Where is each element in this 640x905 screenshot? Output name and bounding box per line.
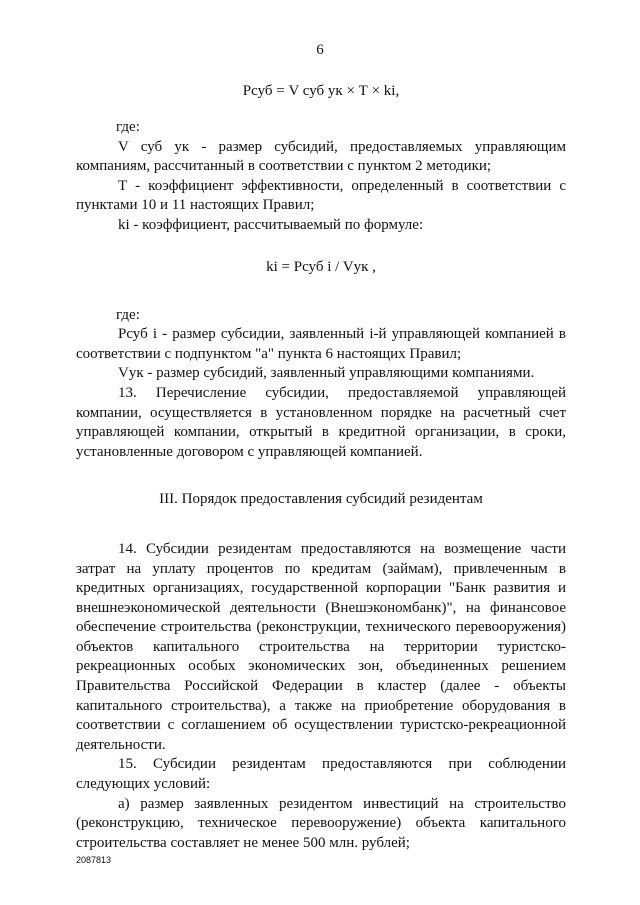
formula-psub: Рсуб = V суб ук × Т × ki,: [242, 83, 400, 99]
where-label: где:: [116, 119, 140, 135]
paragraph-13: 13. Перечисление субсидии, предоставляемой управляющей компании, осуществляется в установленном порядке на расчетный счет управляющей компании, открытый в кредитной организации, в сроки, установленные договором с управляющей компанией.: [76, 384, 566, 460]
document-body: [76, 80, 566, 853]
definition-ki: ki - коэффициент, рассчитываемый по формуле:: [118, 216, 424, 233]
paragraph-15a: а) размер заявленных резидентом инвестиций на строительство (реконструкцию, техническое перевооружение) объекта капитального строительства составляет не менее 500 млн. рублей;: [76, 795, 566, 851]
definition-vuk: Vук - размер субсидий, заявленный управляющими компаниями.: [118, 365, 535, 382]
definition-t: Т - коэффициент эффективности, определенный в соответствии с пунктами 10 и 11 настоящих Правил;: [76, 177, 566, 214]
definition-psub-i: Рсуб i - размер субсидии, заявленный i-й управляющей компанией в соответствии с подпунктом "а" пункта 6 настоящих Правил;: [76, 326, 566, 362]
where-label-2: где:: [116, 306, 140, 323]
document-code: 2087813: [76, 855, 112, 865]
paragraph-14: 14. Субсидии резидентам предоставляются на возмещение части затрат на уплату процентов по кредитам (займам), привлеченным в кредитных организациях, государственной корпорации "Банк развития и внешнеэкономической деятельности (Внешэкономбанк)", на финансовое обеспечение строительства (реконструкции, технического перевооружения) объектов капитального строительства на территории туристско-рекреационных особых экономических зон, объединенных решением Правительства Российской Федерации в кластер (далее - объекты капитального строительства), а также на приобретение оборудования в соответствии с соглашением об осуществлении туристско-рекреационной деятельности.: [76, 540, 566, 753]
paragraph-15: 15. Субсидии резидентам предоставляются при соблюдении следующих условий:: [76, 756, 566, 793]
section-title: III. Порядок предоставления субсидий резидентам: [159, 491, 483, 508]
page-number: 6: [316, 42, 324, 58]
definition-v-sub-uk: V суб ук - размер субсидий, предоставляемых управляющим компаниям, рассчитанный в соответствии с пунктом 2 методики;: [76, 138, 566, 175]
formula-ki: ki = Рсуб i / Vук ,: [266, 258, 376, 275]
